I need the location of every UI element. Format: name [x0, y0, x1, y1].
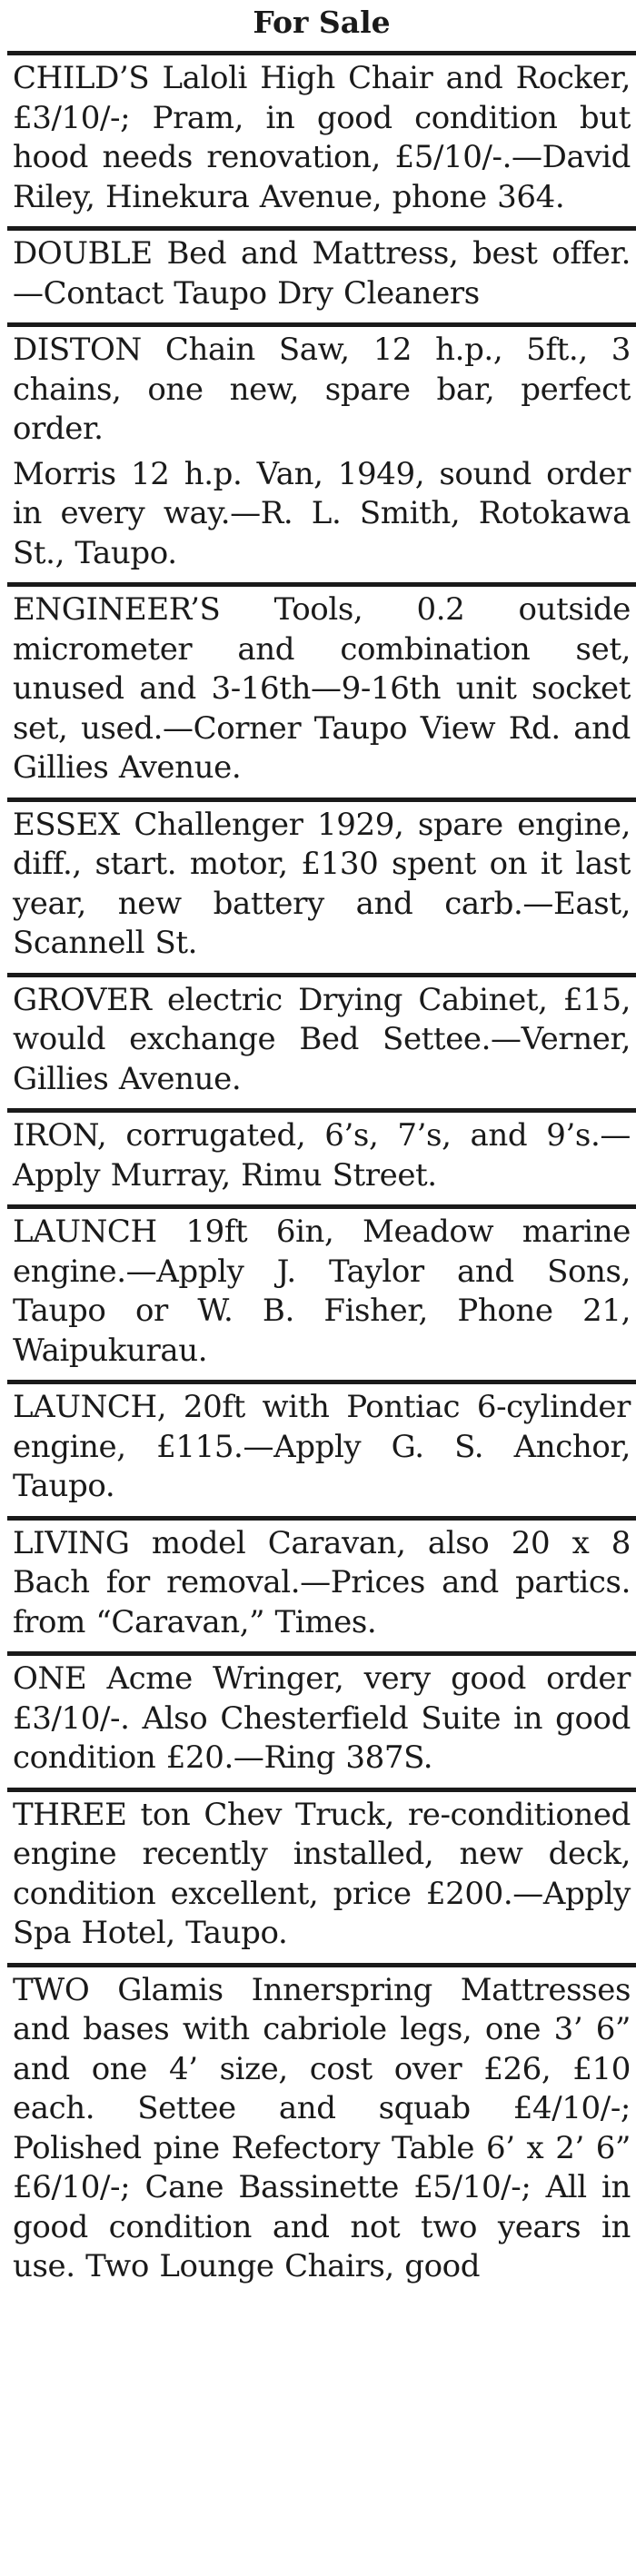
ad-text: LAUNCH 19ft 6in, Meadow marine engine.—Apply J. Taylor and Sons, Taupo or W. B. Fisher, Phone 21, Waipukurau.	[13, 1214, 631, 1369]
ad-text: Morris 12 h.p. Van, 1949, sound order in every way.—R. L. Smith, Rotokawa St., Taupo.	[13, 455, 631, 571]
ad-double-bed	[7, 226, 636, 322]
ad-text: THREE ton Chev Truck, re-conditioned engine recently installed, new deck, condition excellent, price £200.—Apply Spa Hotel, Taupo.	[13, 1796, 631, 1951]
ad-acme-wringer	[7, 1651, 636, 1788]
ad-iron-corrugated	[7, 1108, 636, 1204]
ad-text: ESSEX Challenger 1929, spare engine, diff., start. motor, £130 spent on it last year, new battery and carb.—East, Scannell St.	[13, 806, 631, 961]
ad-glamis-mattresses	[7, 1963, 636, 2296]
ad-launch-20ft	[7, 1380, 636, 1516]
ad-text: LAUNCH, 20ft with Pontiac 6-cylinder engine, £115.—Apply G. S. Anchor, Taupo.	[13, 1389, 631, 1504]
ad-text: LIVING model Caravan, also 20 x 8 Bach for removal.—Prices and partics. from “Caravan,” Times.	[13, 1524, 631, 1640]
ad-text: IRON, corrugated, 6’s, 7’s, and 9’s.—Apply Murray, Rimu Street.	[13, 1117, 631, 1194]
ad-text: GROVER electric Drying Cabinet, £15, would exchange Bed Settee.—Verner, Gillies Avenue.	[13, 981, 631, 1097]
ad-text: ENGINEER’S Tools, 0.2 outside micrometer and combination set, unused and 3-16th—9-16th unit socket set, used.—Corner Taupo View Rd. and Gillies Avenue.	[13, 591, 631, 786]
ad-chev-truck	[7, 1788, 636, 1963]
ad-text: ONE Acme Wringer, very good order £3/10/-. Also Chesterfield Suite in good condition £20.—Ring 387S.	[13, 1660, 631, 1776]
ad-text: DISTON Chain Saw, 12 h.p., 5ft., 3 chains, one new, spare bar, perfect order.	[13, 332, 631, 447]
ad-essex-challenger	[7, 798, 636, 973]
ad-living-caravan	[7, 1516, 636, 1652]
ad-launch-19ft	[7, 1204, 636, 1380]
classified-column	[7, 0, 636, 2296]
ad-grover-drying-cabinet	[7, 973, 636, 1109]
ad-text: CHILD’S Laloli High Chair and Rocker, £3/10/-; Pram, in good condition but hood needs renovation, £5/10/-.—David Riley, Hinekura Avenue, phone 364.	[13, 60, 631, 215]
ad-engineers-tools	[7, 582, 636, 798]
ad-text: DOUBLE Bed and Mattress, best offer.—Contact Taupo Dry Cleaners	[13, 235, 631, 312]
ad-childs-high-chair	[7, 51, 636, 226]
ad-text: TWO Glamis Innerspring Mattresses and bases with cabriole legs, one 3’ 6” and one 4’ size, cost over £26, £10 each. Settee and squab £4/10/-; Polished pine Refectory Table 6’ x 2’ 6” £6/10/-; Cane Bassinette £5/10/-; All in good condition and not two years in use. Two Lounge Chairs, good	[13, 1971, 631, 2284]
ad-diston-chain-saw	[7, 322, 636, 582]
section-heading: For Sale	[253, 5, 391, 40]
